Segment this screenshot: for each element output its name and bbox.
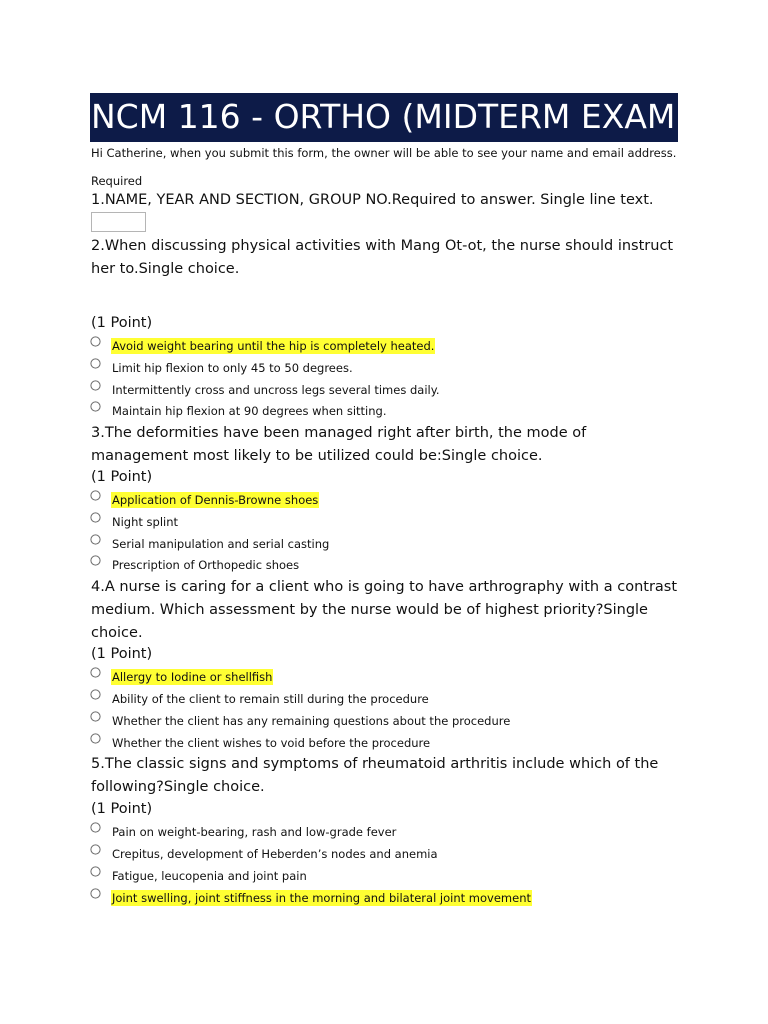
question-3-points: (1 Point) — [91, 469, 153, 485]
option-label: Crepitus, development of Heberden’s nodes and anemia — [112, 847, 438, 861]
option-label: Maintain hip flexion at 90 degrees when sitting. — [112, 404, 387, 418]
name-year-section-input[interactable] — [91, 212, 146, 232]
option-label: Joint swelling, joint stiffness in the morning and bilateral joint movement — [112, 891, 532, 905]
question-3-text: 3.The deformities have been managed right after birth, the mode of management most likely to be utilized could be:Single choice. — [91, 425, 587, 464]
option-label: Limit hip flexion to only 45 to 50 degrees. — [112, 361, 353, 375]
radio-unchecked-icon[interactable] — [90, 888, 101, 899]
radio-unchecked-icon[interactable] — [90, 689, 101, 700]
option-label: Allergy to Iodine or shellfish — [112, 670, 273, 684]
option-label: Prescription of Orthopedic shoes — [112, 558, 300, 572]
form-title-bar — [90, 93, 678, 142]
radio-unchecked-icon[interactable] — [90, 711, 101, 722]
radio-unchecked-icon[interactable] — [90, 512, 101, 523]
option-label: Intermittently cross and uncross legs several times daily. — [112, 383, 440, 397]
option-label: Night splint — [112, 515, 179, 529]
question-4-points: (1 Point) — [91, 646, 153, 662]
option-label: Avoid weight bearing until the hip is completely heated. — [112, 339, 435, 353]
radio-unchecked-icon[interactable] — [90, 534, 101, 545]
question-5-points: (1 Point) — [91, 801, 153, 817]
radio-unchecked-icon[interactable] — [90, 866, 101, 877]
radio-unchecked-icon[interactable] — [90, 401, 101, 412]
radio-unchecked-icon[interactable] — [90, 358, 101, 369]
question-2-text: 2.When discussing physical activities with Mang Ot-ot, the nurse should instruct her to.Single choice. — [91, 238, 674, 277]
form-title: NCM 116 - ORTHO (MIDTERM EXAM — [91, 97, 676, 136]
option-label: Whether the client wishes to void before the procedure — [112, 736, 431, 750]
radio-unchecked-icon[interactable] — [90, 336, 101, 347]
radio-unchecked-icon[interactable] — [90, 822, 101, 833]
radio-unchecked-icon[interactable] — [90, 490, 101, 501]
question-2-points: (1 Point) — [91, 315, 153, 331]
option-label: Ability of the client to remain still during the procedure — [112, 692, 429, 706]
question-4-text: 4.A nurse is caring for a client who is going to have arthrography with a contrast medium. Which assessment by the nurse would be of highest priority?Single choice. — [91, 579, 678, 641]
radio-unchecked-icon[interactable] — [90, 733, 101, 744]
question-1-text: 1.NAME, YEAR AND SECTION, GROUP NO.Required to answer. Single line text. — [91, 192, 654, 208]
option-label: Application of Dennis-Browne shoes — [112, 493, 319, 507]
radio-unchecked-icon[interactable] — [90, 844, 101, 855]
question-5-text: 5.The classic signs and symptoms of rheumatoid arthritis include which of the following?Single choice. — [91, 756, 659, 795]
required-note: Required — [91, 174, 143, 188]
radio-unchecked-icon[interactable] — [90, 667, 101, 678]
form-intro-notice: Hi Catherine, when you submit this form, the owner will be able to see your name and email address. — [91, 146, 677, 160]
radio-unchecked-icon[interactable] — [90, 555, 101, 566]
option-label: Fatigue, leucopenia and joint pain — [112, 869, 307, 883]
option-label: Serial manipulation and serial casting — [112, 537, 330, 551]
radio-unchecked-icon[interactable] — [90, 380, 101, 391]
option-label: Whether the client has any remaining questions about the procedure — [112, 714, 511, 728]
option-label: Pain on weight-bearing, rash and low-grade fever — [112, 825, 397, 839]
